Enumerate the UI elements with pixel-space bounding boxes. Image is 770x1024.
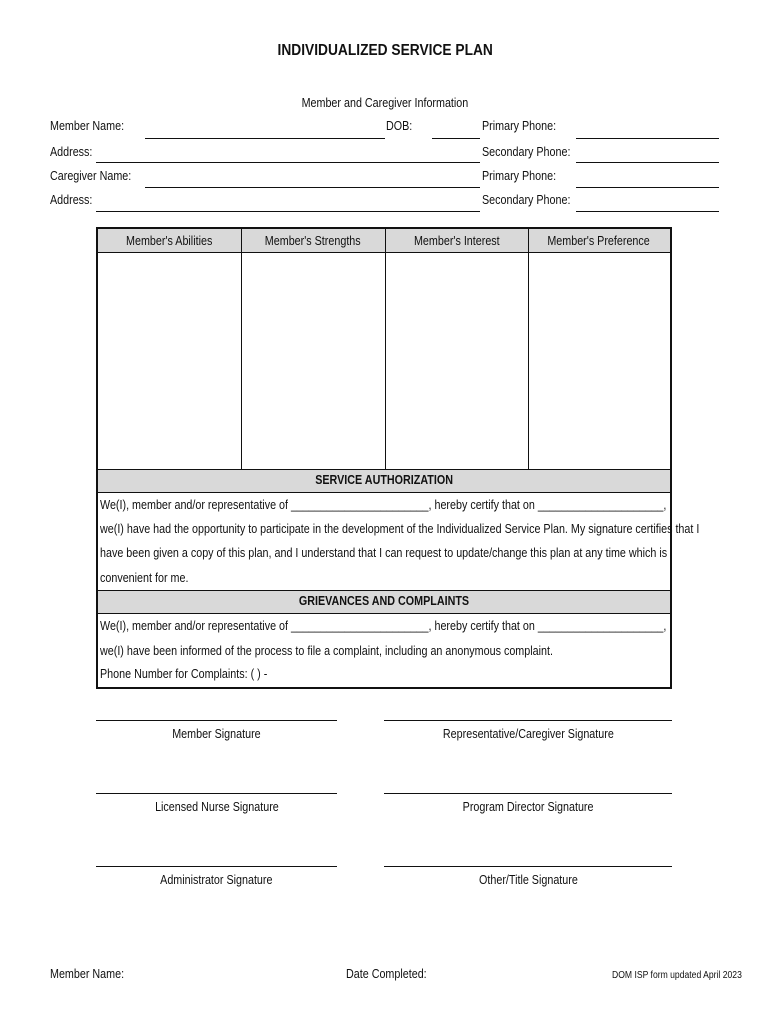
caregiver-secondary-phone-label: Secondary Phone: [482, 193, 571, 207]
abilities-cell[interactable] [98, 253, 241, 469]
column-header-preference: Member's Preference [528, 229, 670, 253]
footer-member-name-label: Member Name: [50, 967, 125, 981]
dob-label: DOB: [386, 119, 413, 133]
page-title: INDIVIDUALIZED SERVICE PLAN [277, 42, 493, 59]
dob-field[interactable] [432, 138, 480, 139]
primary-phone-label: Primary Phone: [482, 119, 557, 133]
grievances-line: we(I) have been informed of the process to file a complaint, including an anonymous complaint. [100, 644, 553, 658]
member-signature-label: Member Signature [172, 727, 261, 741]
secondary-phone-label: Secondary Phone: [482, 145, 571, 159]
secondary-phone-field[interactable] [576, 162, 719, 163]
grievances-heading: GRIEVANCES AND COMPLAINTS [98, 590, 670, 614]
service-authorization-line: we(I) have had the opportunity to participate in the development of the Individualized Service Plan. My signature certifies that I [100, 522, 700, 536]
administrator-signature-label: Administrator Signature [160, 873, 273, 887]
nurse-signature-line[interactable] [96, 793, 337, 794]
representative-signature-line[interactable] [384, 720, 672, 721]
representative-signature-label: Representative/Caregiver Signature [442, 727, 614, 741]
nurse-signature-label: Licensed Nurse Signature [154, 800, 279, 814]
member-signature-line[interactable] [96, 720, 337, 721]
director-signature-line[interactable] [384, 793, 672, 794]
primary-phone-field[interactable] [576, 138, 719, 139]
caregiver-address-field[interactable] [96, 211, 480, 212]
member-name-label: Member Name: [50, 119, 125, 133]
address-label: Address: [50, 145, 93, 159]
director-signature-label: Program Director Signature [462, 800, 594, 814]
section-heading: Member and Caregiver Information [301, 96, 469, 110]
complaint-phone-line: Phone Number for Complaints: ( ) - [100, 667, 268, 681]
address-field[interactable] [96, 162, 480, 163]
caregiver-primary-phone-label: Primary Phone: [482, 169, 557, 183]
service-authorization-line: have been given a copy of this plan, and I understand that I can request to update/change this plan at any time which is [100, 546, 668, 560]
caregiver-address-label: Address: [50, 193, 93, 207]
form-version-note: DOM ISP form updated April 2023 [612, 970, 742, 981]
preference-cell[interactable] [529, 253, 670, 469]
service-authorization-heading: SERVICE AUTHORIZATION [98, 469, 670, 493]
column-header-interest: Member's Interest [385, 229, 528, 253]
caregiver-name-label: Caregiver Name: [50, 169, 132, 183]
other-signature-line[interactable] [384, 866, 672, 867]
service-authorization-line: convenient for me. [100, 571, 189, 585]
grievances-line: We(I), member and/or representative of _______________________, hereby certify that on _____________________, [100, 619, 667, 633]
caregiver-secondary-phone-field[interactable] [576, 211, 719, 212]
column-header-strengths: Member's Strengths [241, 229, 385, 253]
caregiver-name-field[interactable] [145, 187, 480, 188]
column-header-abilities: Member's Abilities [98, 229, 241, 253]
member-name-field[interactable] [145, 138, 385, 139]
other-signature-label: Other/Title Signature [478, 873, 578, 887]
strengths-cell[interactable] [242, 253, 385, 469]
interest-cell[interactable] [386, 253, 528, 469]
administrator-signature-line[interactable] [96, 866, 337, 867]
service-authorization-line: We(I), member and/or representative of _______________________, hereby certify that on _____________________, [100, 498, 667, 512]
footer-date-completed-label: Date Completed: [346, 967, 427, 981]
service-plan-table [96, 227, 700, 689]
caregiver-primary-phone-field[interactable] [576, 187, 719, 188]
